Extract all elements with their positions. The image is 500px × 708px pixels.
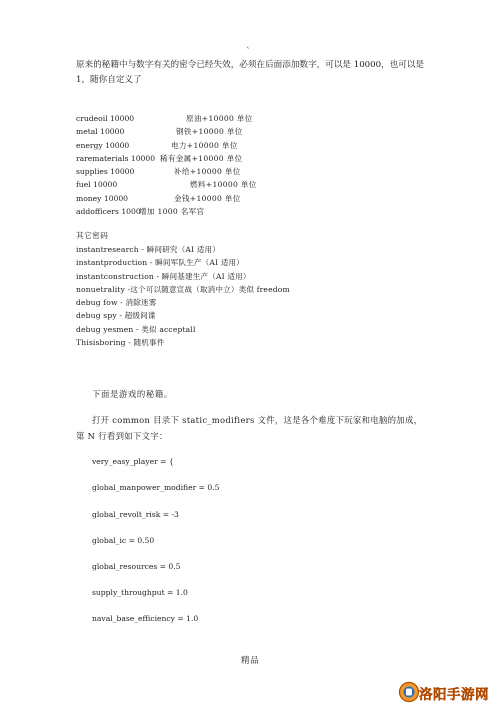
config-line: global_manpower_modifier = 0.5 bbox=[92, 483, 220, 492]
cheat-code: supplies 10000 bbox=[76, 167, 135, 177]
cheat-description: 原油+10000 单位 bbox=[186, 114, 253, 123]
section-heading: 下面是游戏的秘籍。 bbox=[92, 389, 173, 399]
cheat-code: metal 10000 bbox=[76, 127, 125, 137]
list-item: Thisisboring - 随机事件 bbox=[76, 338, 165, 348]
page-footer: 精品 bbox=[241, 656, 260, 666]
config-line: very_easy_player = { bbox=[92, 457, 174, 466]
config-line: global_revolt_risk = -3 bbox=[92, 510, 179, 519]
cheat-description: 燃料+10000 单位 bbox=[190, 180, 257, 190]
config-line: naval_base_efficiency = 1.0 bbox=[92, 614, 199, 623]
cheat-description: 电力+10000 单位 bbox=[171, 140, 238, 150]
cheat-description: 增加 1000 名军官 bbox=[139, 207, 205, 217]
body-paragraph: 打开 common 目录下 static_modifiers 文件，这是各个难度下玩家和电脑的加成，第 N 行看到如下文字： bbox=[76, 415, 423, 441]
intro-paragraph: 原来的秘籍中与数字有关的密令已经失效，必须在后面添加数字，可以是 10000，也可以是 1，随你自定义了 bbox=[76, 60, 425, 85]
watermark-text: 洛阳手游网 bbox=[419, 687, 489, 703]
list-item: instantresearch - 瞬间研究（AI 适用） bbox=[76, 245, 220, 254]
config-line: global_ic = 0.50 bbox=[92, 536, 155, 545]
config-line: supply_throughput = 1.0 bbox=[92, 588, 188, 597]
list-item: debug spy - 超级间谍 bbox=[76, 311, 156, 321]
header-mark: 、 bbox=[246, 41, 256, 51]
cheat-code: rarematerials 10000 bbox=[76, 153, 156, 163]
list-item: debug yesmen - 类似 acceptall bbox=[76, 324, 196, 334]
list-item: debug fow - 消除迷雾 bbox=[76, 298, 157, 308]
list-item: instantconstruction - 瞬间基建生产（AI 适用） bbox=[76, 271, 251, 281]
cheat-description: 稀有金属+10000 单位 bbox=[160, 153, 243, 163]
cheat-description: 补给+10000 单位 bbox=[174, 167, 241, 177]
cheat-description: 钢铁+10000 单位 bbox=[176, 127, 243, 137]
cheat-code: crudeoil 10000 bbox=[76, 114, 135, 123]
list-item: instantproduction - 瞬间军队生产（AI 适用） bbox=[76, 258, 244, 268]
other-cheats-title: 其它密码 bbox=[76, 231, 109, 240]
cheat-code: money 10000 bbox=[76, 193, 129, 203]
cheat-code: fuel 10000 bbox=[76, 180, 118, 190]
site-watermark bbox=[398, 678, 498, 706]
cheat-code: addofficers 1000 bbox=[76, 207, 141, 217]
cheat-code: energy 10000 bbox=[76, 140, 130, 150]
list-item: nonuetrality -这个可以随意宣战（取消中立）类似 freedom bbox=[76, 284, 290, 294]
cheat-description: 金钱+10000 单位 bbox=[174, 193, 241, 203]
config-line: global_resources = 0.5 bbox=[92, 562, 181, 571]
other-cheat-list bbox=[76, 243, 290, 349]
